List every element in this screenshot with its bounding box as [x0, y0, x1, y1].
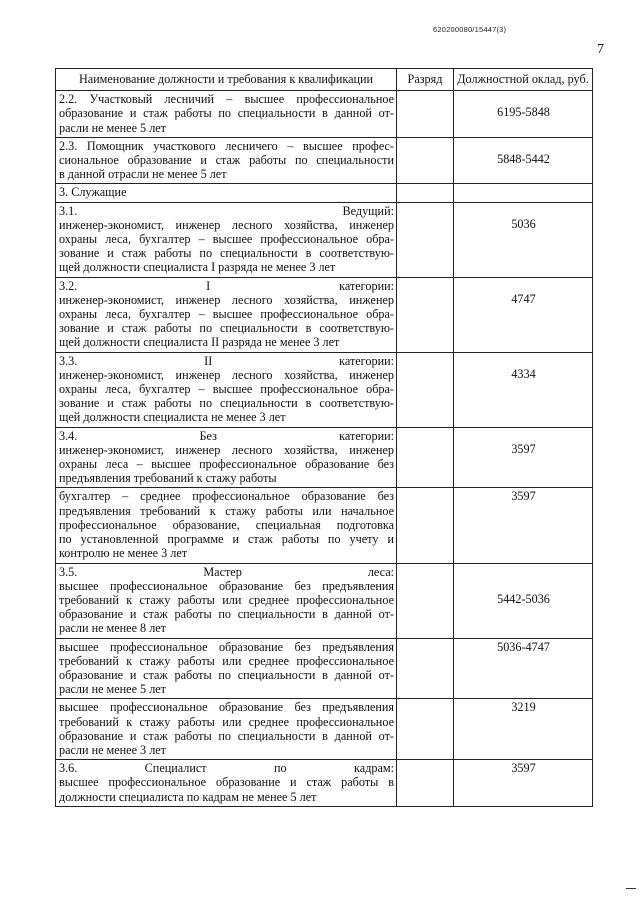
requirement-line: инженер-экономист, инженер лесного хозяйства, инженер — [59, 367, 394, 382]
table-row — [56, 563, 593, 638]
rank-cell — [397, 760, 454, 807]
requirement-line: образование и стаж работы по специальности в данной от- — [59, 607, 394, 622]
requirement-line: 3.5. Мастер леса: — [59, 564, 394, 579]
requirement-line: щей должности специалиста I разряда не менее 3 лет — [59, 260, 336, 275]
position-requirements-cell — [56, 352, 397, 427]
position-requirements-cell — [56, 563, 397, 638]
rank-cell — [397, 638, 454, 699]
requirement-line: 3.1. Ведущий: — [59, 203, 394, 218]
requirement-line: по установленной программе и стаж работы по учету и — [59, 532, 394, 547]
requirement-line: охраны леса, бухгалтер – высшее профессиональное обра- — [59, 232, 394, 247]
qualification-salary-table — [55, 68, 593, 807]
position-requirements-cell — [56, 137, 397, 184]
requirement-line: расли не менее 8 лет — [59, 621, 167, 636]
rank-cell — [397, 699, 454, 760]
position-requirements-cell — [56, 91, 397, 138]
requirement-line: охраны леса, бухгалтер – высшее профессиональное обра- — [59, 382, 394, 397]
position-requirements-cell — [56, 638, 397, 699]
column-header-rank: Разряд — [397, 69, 454, 91]
requirement-line: 3.4. Без категории: — [59, 428, 394, 443]
requirement-line: высшее профессиональное образование без предъявления — [59, 639, 394, 654]
requirement-line: охраны леса, бухгалтер – высшее профессиональное обра- — [59, 307, 394, 322]
column-header-position: Наименование должности и требования к квалификации — [56, 69, 397, 91]
rank-cell — [397, 202, 454, 277]
requirement-line: образование и стаж работы по специальности в данной от- — [59, 667, 394, 682]
table-row — [56, 638, 593, 699]
requirement-line: инженер-экономист, инженер лесного хозяйства, инженер — [59, 442, 394, 457]
table-row — [56, 137, 593, 184]
salary-cell: 3597 — [454, 427, 593, 488]
requirement-line: образование и стаж работы по специальности в данной от- — [59, 728, 394, 743]
page-number: 7 — [597, 42, 604, 57]
table-row — [56, 184, 593, 202]
requirement-line: зование и стаж работы по специальности в соответствую- — [59, 246, 394, 261]
requirement-line: требований к стажу работы или среднее профессиональное — [59, 653, 394, 668]
table-row — [56, 277, 593, 352]
requirement-line: зование и стаж работы по специальности в соответствую- — [59, 396, 394, 411]
rank-cell — [397, 91, 454, 138]
requirement-line: зование и стаж работы по специальности в соответствую- — [59, 321, 394, 336]
requirement-line: 3.2. I категории: — [59, 278, 394, 293]
requirement-line: щей должности специалиста не менее 3 лет — [59, 410, 286, 425]
requirement-line: 2.2. Участковый лесничий – высшее профессиональное — [59, 92, 394, 107]
table-header-row — [56, 69, 593, 91]
table-row — [56, 202, 593, 277]
table-row — [56, 760, 593, 807]
rank-cell — [397, 352, 454, 427]
salary-cell: 3597 — [454, 760, 593, 807]
table-row — [56, 427, 593, 488]
requirement-line: 3.3. II категории: — [59, 353, 394, 368]
requirement-line: высшее профессиональное образование и стаж работы в — [59, 775, 394, 790]
position-requirements-cell — [56, 427, 397, 488]
requirement-line: расли не менее 3 лет — [59, 742, 167, 757]
requirement-line: профессиональное образование, специальная подготовка — [59, 517, 394, 532]
rank-cell — [397, 277, 454, 352]
requirement-line: инженер-экономист, инженер лесного хозяйства, инженер — [59, 292, 394, 307]
requirement-line: высшее профессиональное образование без предъявления — [59, 578, 394, 593]
rank-cell — [397, 488, 454, 563]
corner-mark — [626, 888, 636, 889]
position-requirements-cell — [56, 184, 397, 202]
requirement-line: 3.6. Специалист по кадрам: — [59, 761, 394, 776]
requirement-line: предъявления требований к стажу работы — [59, 471, 277, 486]
position-requirements-cell — [56, 488, 397, 563]
requirement-line: расли не менее 5 лет — [59, 120, 167, 135]
requirement-line: высшее профессиональное образование без предъявления — [59, 700, 394, 715]
requirement-line: образование и стаж работы по специальности в данной от- — [59, 106, 394, 121]
requirement-line: расли не менее 5 лет — [59, 682, 167, 697]
requirement-line: в данной отрасли не менее 5 лет — [59, 167, 227, 182]
salary-cell — [454, 184, 593, 202]
salary-cell: 3219 — [454, 699, 593, 760]
position-requirements-cell — [56, 760, 397, 807]
table-row — [56, 699, 593, 760]
salary-cell: 5442-5036 — [454, 563, 593, 638]
rank-cell — [397, 137, 454, 184]
table-row — [56, 352, 593, 427]
requirement-line: предъявления требований к стажу работы или начальное — [59, 503, 394, 518]
requirement-line: инженер-экономист, инженер лесного хозяйства, инженер — [59, 217, 394, 232]
document-code: 620200080/15447(3) — [433, 25, 507, 34]
salary-cell: 4334 — [454, 352, 593, 427]
rank-cell — [397, 427, 454, 488]
salary-cell: 5848-5442 — [454, 137, 593, 184]
requirement-line: бухгалтер – среднее профессиональное образование без — [59, 489, 394, 504]
requirement-line: 3. Служащие — [59, 185, 127, 200]
requirement-line: контролю не менее 3 лет — [59, 546, 188, 561]
salary-cell: 3597 — [454, 488, 593, 563]
requirement-line: щей должности специалиста II разряда не менее 3 лет — [59, 335, 340, 350]
salary-cell: 5036 — [454, 202, 593, 277]
salary-cell: 6195-5848 — [454, 91, 593, 138]
table-body — [56, 91, 593, 807]
salary-cell: 4747 — [454, 277, 593, 352]
requirement-line: требований к стажу работы или среднее профессиональное — [59, 714, 394, 729]
position-requirements-cell — [56, 277, 397, 352]
rank-cell — [397, 184, 454, 202]
requirement-line: охраны леса – высшее профессиональное образование без — [59, 457, 394, 472]
requirement-line: 2.3. Помощник участкового лесничего – высшее профес- — [59, 138, 394, 153]
salary-cell: 5036-4747 — [454, 638, 593, 699]
rank-cell — [397, 563, 454, 638]
requirement-line: должности специалиста по кадрам не менее 5 лет — [59, 789, 317, 804]
column-header-salary: Должностной оклад, руб. — [454, 69, 593, 91]
requirement-line: сиональное образование и стаж работы по специальности — [59, 153, 394, 168]
table-row — [56, 91, 593, 138]
position-requirements-cell — [56, 699, 397, 760]
position-requirements-cell — [56, 202, 397, 277]
requirement-line: требований к стажу работы или среднее профессиональное — [59, 592, 394, 607]
table-row — [56, 488, 593, 563]
